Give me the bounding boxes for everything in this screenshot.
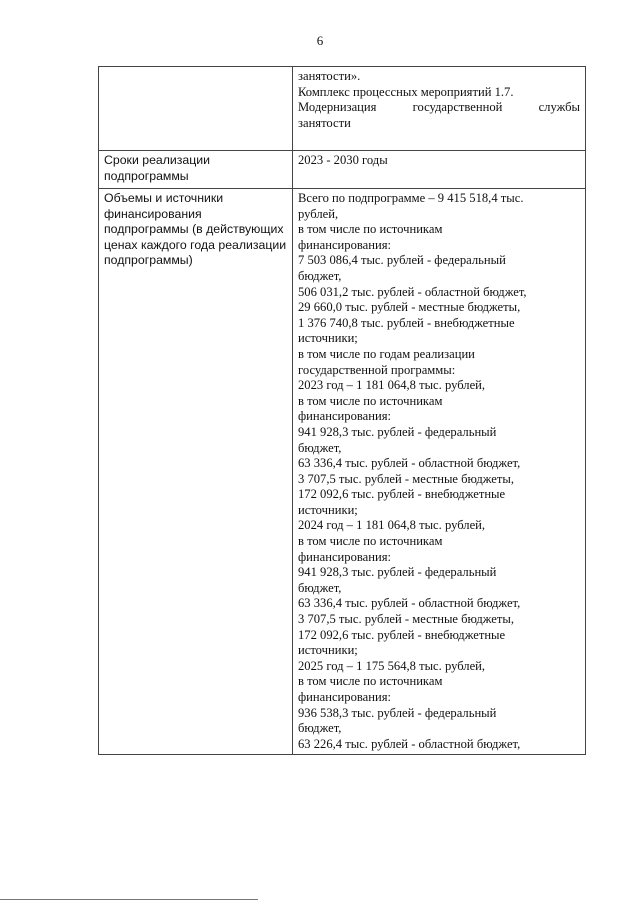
text-line: 506 031,2 тыс. рублей - областной бюджет, xyxy=(298,284,527,299)
row-value-cell xyxy=(293,67,586,151)
text-line: 941 928,3 тыс. рублей - федеральный xyxy=(298,424,497,439)
text-line: 2024 год – 1 181 064,8 тыс. рублей, xyxy=(298,518,486,533)
text-line: Всего по подпрограмме – 9 415 518,4 тыс. xyxy=(298,191,524,205)
table-row xyxy=(99,151,586,189)
text-line: бюджет, xyxy=(298,580,342,595)
text-line: в том числе по источникам xyxy=(298,222,443,237)
text-line: Комплекс процессных мероприятий 1.7. xyxy=(298,84,514,99)
text-line: финансирования: xyxy=(298,549,392,564)
passport-table xyxy=(98,66,586,755)
text-line: в том числе по годам реализации xyxy=(298,346,475,361)
text-line: 2023 - 2030 годы xyxy=(298,153,388,167)
text-line: 2025 год – 1 175 564,8 тыс. рублей, xyxy=(298,658,486,673)
text-line: бюджет, xyxy=(298,721,342,736)
text-line: финансирования: xyxy=(298,690,392,704)
text-line: источники; xyxy=(298,502,358,517)
text-line: 172 092,6 тыс. рублей - внебюджетные xyxy=(298,627,506,642)
row-value-cell xyxy=(293,189,586,755)
text-line: бюджет, xyxy=(298,268,342,283)
text-line: Модернизация государственной службы xyxy=(298,100,580,115)
page-bottom-rule xyxy=(0,899,258,900)
text-line: источники; xyxy=(298,643,358,658)
text-line: 63 336,4 тыс. рублей - областной бюджет, xyxy=(298,456,521,471)
text-line: финансирования: xyxy=(298,409,392,424)
page-number: 6 xyxy=(316,33,324,48)
text-line: 941 928,3 тыс. рублей - федеральный xyxy=(298,565,497,580)
text-line: 3 707,5 тыс. рублей - местные бюджеты, xyxy=(298,471,514,486)
row-label-cell: Объемы и источники финансирования подпрограммы (в действующих ценах каждого года реализации подпрограммы) xyxy=(99,189,293,755)
text-line: 63 226,4 тыс. рублей - областной бюджет, xyxy=(298,736,521,751)
text-line: бюджет, xyxy=(298,440,342,455)
row-label-cell: Сроки реализации подпрограммы xyxy=(99,151,293,189)
text-line: 2023 год – 1 181 064,8 тыс. рублей, xyxy=(298,378,486,393)
text-line: в том числе по источникам xyxy=(298,534,443,549)
text-line: занятости». xyxy=(298,69,361,83)
table-row xyxy=(99,67,586,151)
text-line: 936 538,3 тыс. рублей - федеральный xyxy=(298,705,497,720)
text-line: рублей, xyxy=(298,206,339,221)
text-line: финансирования: xyxy=(298,237,392,252)
text-line: 3 707,5 тыс. рублей - местные бюджеты, xyxy=(298,612,514,627)
text-line: 1 376 740,8 тыс. рублей - внебюджетные xyxy=(298,315,515,330)
text-line: в том числе по источникам xyxy=(298,674,443,689)
text-line: 172 092,6 тыс. рублей - внебюджетные xyxy=(298,487,506,502)
table-row xyxy=(99,189,586,755)
text-line: государственной программы: xyxy=(298,362,456,377)
text-line: 63 336,4 тыс. рублей - областной бюджет, xyxy=(298,596,521,611)
text-line: в том числе по источникам xyxy=(298,393,443,408)
text-line: занятости xyxy=(298,115,351,130)
row-value-cell xyxy=(293,151,586,189)
text-line: 29 660,0 тыс. рублей - местные бюджеты, xyxy=(298,300,521,315)
text-line: источники; xyxy=(298,331,358,346)
row-label-cell xyxy=(99,67,293,151)
text-line: 7 503 086,4 тыс. рублей - федеральный xyxy=(298,253,506,268)
